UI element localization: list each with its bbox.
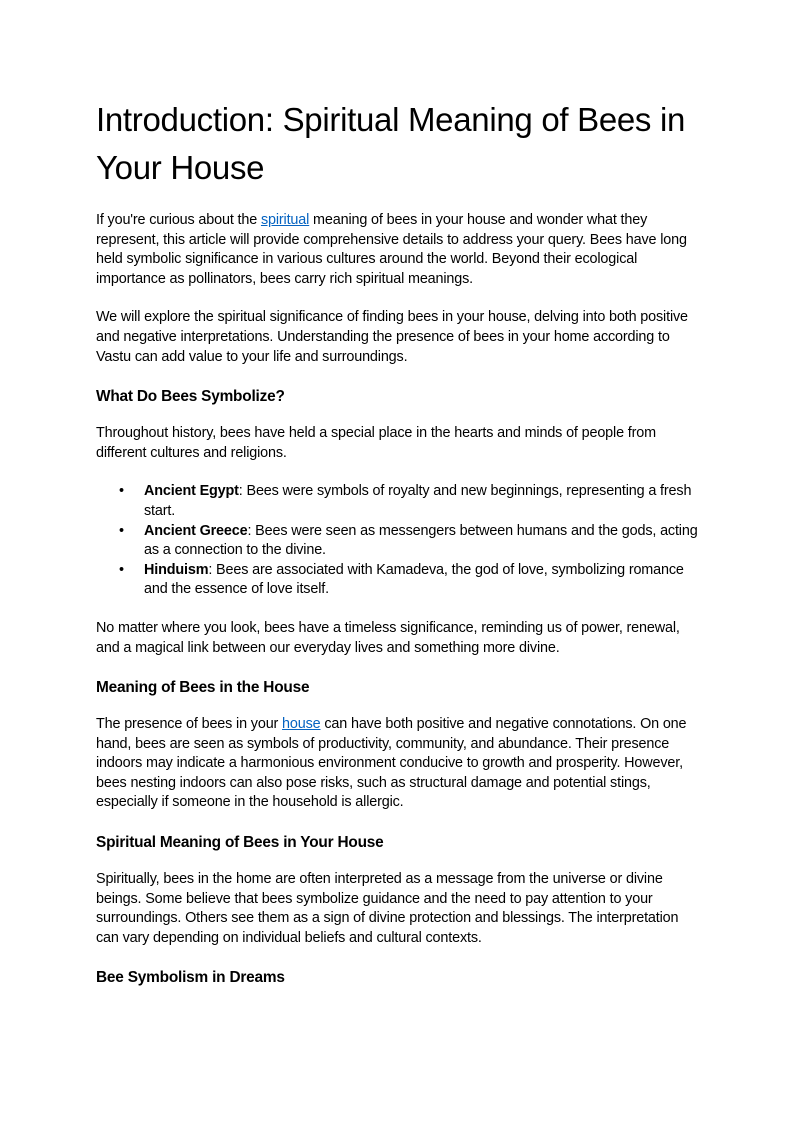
intro-text-end: meaning of bees in your house and wonder what they represent, this article will provide comprehensive details to address your query. Bees have long held symbolic significance in various cultures around the world. Beyond their ecological importance as pollinators, bees carry rich spiritual meanings.: [96, 212, 687, 287]
document-page: [96, 96, 700, 1005]
heading-spiritual-meaning: Spiritual Meaning of Bees in Your House: [96, 834, 384, 852]
intro-paragraph-2: We will explore the spiritual significance of finding bees in your house, delving into both positive and negative interpretations. Understanding the presence of bees in your home according to Vastu can add value to your life and surroundings.: [96, 309, 688, 365]
symbolize-closing: No matter where you look, bees have a timeless significance, reminding us of power, renewal, and a magical link between our everyday lives and something more divine.: [96, 619, 680, 656]
symbolize-lead: Throughout history, bees have held a special place in the hearts and minds of people from different cultures and religions.: [96, 425, 656, 461]
heading-what-do-bees-symbolize: What Do Bees Symbolize?: [96, 388, 285, 406]
house-link[interactable]: house: [282, 716, 321, 733]
meaning-text-end: can have both positive and negative connotations. On one hand, bees are seen as symbols of productivity, community, and abundance. Their presence indoors may indicate a harmonious environment conducive to growth and prosperity. However, bees nesting indoors can also pose risks, such as structural damage and potential stings, especially if someone in the household is allergic.: [96, 716, 687, 811]
list-item-text: : Bees are associated with Kamadeva, the god of love, symbolizing romance and the essence of love itself.: [144, 561, 684, 598]
bullet-icon: •: [119, 483, 124, 500]
heading-bee-symbolism-dreams: Bee Symbolism in Dreams: [96, 969, 285, 987]
intro-text-start: If you're curious about the: [96, 212, 261, 228]
list-item: [119, 482, 700, 521]
list-item-text: : Bees were seen as messengers between humans and the gods, acting as a connection to the divine.: [144, 522, 698, 559]
list-item: [119, 522, 700, 561]
page-title: Introduction: Spiritual Meaning of Bees in Your House: [96, 101, 686, 186]
list-item-text: : Bees were symbols of royalty and new beginnings, representing a fresh start.: [144, 483, 692, 519]
list-item-term: Ancient Greece: [144, 522, 248, 539]
cultures-list: [96, 482, 700, 600]
spiritual-link[interactable]: spiritual: [260, 212, 310, 228]
heading-meaning-in-house: Meaning of Bees in the House: [96, 679, 310, 697]
bullet-icon: •: [119, 522, 124, 539]
meaning-text-start: The presence of bees in your: [96, 716, 283, 733]
spiritual-meaning-paragraph: Spiritually, bees in the home are often interpreted as a message from the universe or divine beings. Some believe that bees symbolize guidance and the need to pay attention to your surroundings. Others see them as a sign of divine protection and blessings. The interpretation can vary depending on individual beliefs and cultural contexts.: [96, 871, 679, 946]
intro-paragraph-1: [96, 211, 700, 289]
meaning-house-paragraph: [96, 715, 700, 813]
list-item-term: Ancient Egypt: [144, 483, 239, 500]
list-item-term: Hinduism: [144, 561, 209, 578]
bullet-icon: •: [119, 561, 124, 578]
list-item: [119, 561, 700, 600]
